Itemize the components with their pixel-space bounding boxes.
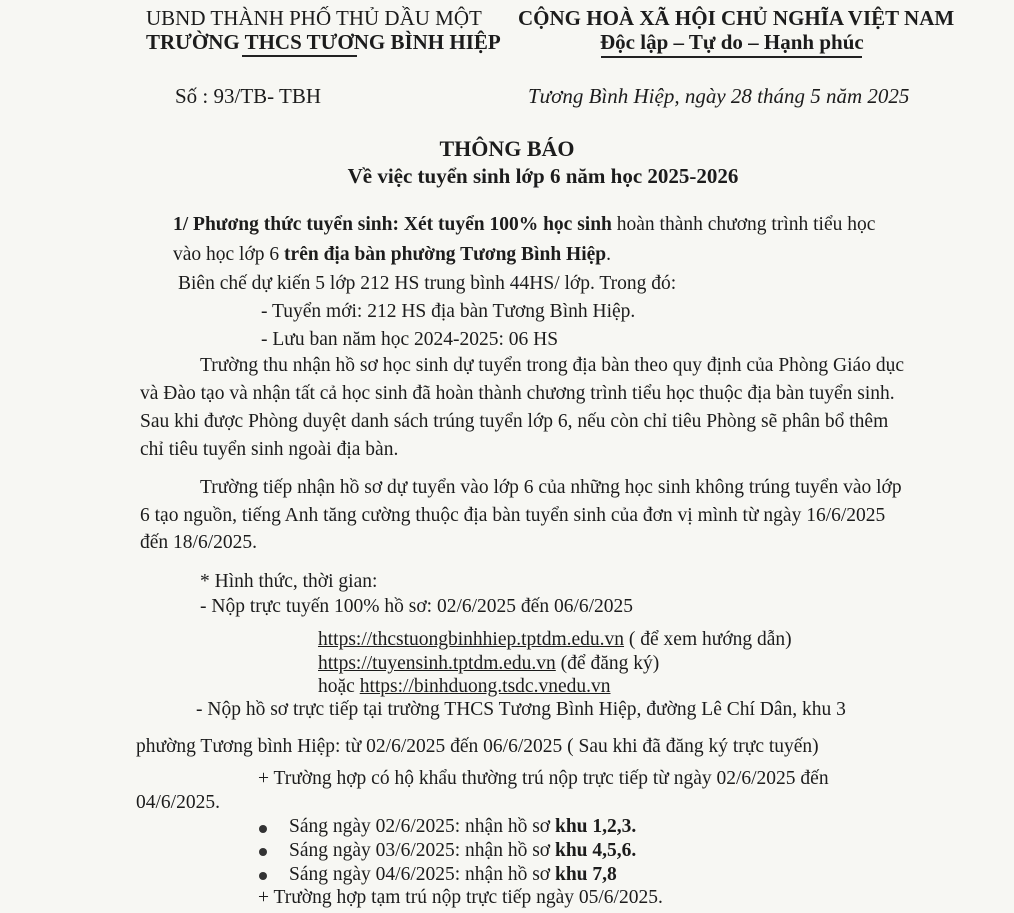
case2-line: + Trường hợp tạm trú nộp trực tiếp ngày 05/6/2025. bbox=[258, 887, 663, 908]
registration-link[interactable]: https://tuyensinh.tptdm.edu.vn bbox=[318, 653, 556, 674]
case1-line2: 04/6/2025. bbox=[136, 792, 220, 813]
para2-line2: 6 tạo nguồn, tiếng Anh tăng cường thuộc địa bàn tuyển sinh của đơn vị mình từ ngày 16/6/2025 bbox=[140, 505, 886, 526]
link3-prefix: hoặc bbox=[318, 676, 360, 697]
guide-link-note: ( để xem hướng dẫn) bbox=[624, 629, 792, 650]
schedule-item-2-area: khu 4,5,6. bbox=[554, 840, 637, 861]
case1-line1: + Trường hợp có hộ khẩu thường trú nộp trực tiếp từ ngày 02/6/2025 đến bbox=[258, 768, 829, 789]
section1-admission-rule: Xét tuyển 100% học sinh bbox=[403, 214, 612, 235]
national-motto: Độc lập – Tự do – Hạnh phúc bbox=[600, 30, 864, 54]
bullet-icon bbox=[259, 848, 267, 856]
schedule-item-3-text: Sáng ngày 04/6/2025: nhận hồ sơ bbox=[289, 864, 555, 885]
para2-line3: đến 18/6/2025. bbox=[140, 532, 257, 553]
document-title: THÔNG BÁO bbox=[439, 136, 575, 161]
link1-line bbox=[318, 628, 792, 652]
vnedu-link[interactable]: https://binhduong.tsdc.vnedu.vn bbox=[359, 676, 611, 697]
schedule-item-1-text: Sáng ngày 02/6/2025: nhận hồ sơ bbox=[289, 816, 555, 837]
schedule-item-1-area: khu 1,2,3. bbox=[554, 816, 637, 837]
link2-line bbox=[318, 652, 659, 676]
schedule-item-3-area: khu 7,8 bbox=[554, 864, 617, 885]
bullet-icon bbox=[259, 825, 267, 833]
quota-line: Biên chế dự kiến 5 lớp 212 HS trung bình 44HS/ lớp. Trong đó: bbox=[178, 273, 677, 294]
section1-line2-text: vào học lớp 6 bbox=[173, 244, 280, 265]
issuing-authority: UBND THÀNH PHỐ THỦ DẦU MỘT bbox=[146, 6, 482, 30]
schedule-item-2 bbox=[289, 839, 636, 863]
section1-line1 bbox=[173, 213, 875, 237]
registration-link-note: (để đăng ký) bbox=[555, 653, 660, 674]
schedule-item-1 bbox=[289, 815, 636, 839]
online-submission-line: - Nộp trực tuyến 100% hồ sơ: 02/6/2025 đến 06/6/2025 bbox=[200, 596, 634, 617]
section1-heading: 1/ Phương thức tuyển sinh: bbox=[173, 214, 399, 235]
section1-line2-end: . bbox=[606, 244, 612, 265]
para1-line3: Sau khi được Phòng duyệt danh sách trúng tuyển lớp 6, nếu còn chỉ tiêu Phòng sẽ phân bổ thêm bbox=[140, 411, 889, 432]
schedule-item-3 bbox=[289, 863, 617, 887]
section1-line1-rest: hoàn thành chương trình tiểu học bbox=[616, 214, 876, 235]
bullet-icon bbox=[259, 872, 267, 880]
quota-item-retained: - Lưu ban năm học 2024-2025: 06 HS bbox=[261, 329, 559, 350]
document-subtitle: Về việc tuyển sinh lớp 6 năm học 2025-2026 bbox=[347, 164, 739, 188]
direct-submission-line1: - Nộp hồ sơ trực tiếp tại trường THCS Tương Bình Hiệp, đường Lê Chí Dân, khu 3 bbox=[196, 699, 846, 720]
section1-area: trên địa bàn phường Tương Bình Hiệp bbox=[284, 244, 607, 265]
document-number: Số : 93/TB- TBH bbox=[175, 84, 322, 108]
motto-underline bbox=[601, 56, 862, 58]
date-line: Tương Bình Hiệp, ngày 28 tháng 5 năm 2025 bbox=[528, 84, 910, 108]
para1-line4: chỉ tiêu tuyển sinh ngoài địa bàn. bbox=[140, 439, 399, 460]
para1-line2: và Đào tạo và nhận tất cả học sinh đã hoàn thành chương trình tiểu học thuộc địa bàn tuyển sinh. bbox=[140, 383, 895, 404]
link3-line bbox=[318, 675, 610, 699]
guide-link[interactable]: https://thcstuongbinhhiep.tptdm.edu.vn bbox=[318, 629, 625, 650]
section1-line2 bbox=[173, 243, 611, 267]
school-name-underline bbox=[242, 55, 357, 57]
form-heading: * Hình thức, thời gian: bbox=[200, 571, 378, 592]
direct-submission-line2: phường Tương bình Hiệp: từ 02/6/2025 đến 06/6/2025 ( Sau khi đã đăng ký trực tuyến) bbox=[136, 736, 819, 757]
schedule-item-2-text: Sáng ngày 03/6/2025: nhận hồ sơ bbox=[289, 840, 555, 861]
para1-line1: Trường thu nhận hồ sơ học sinh dự tuyển trong địa bàn theo quy định của Phòng Giáo dục bbox=[200, 355, 904, 376]
quota-item-new: - Tuyển mới: 212 HS địa bàn Tương Bình Hiệp. bbox=[261, 301, 636, 322]
para2-line1: Trường tiếp nhận hồ sơ dự tuyển vào lớp 6 của những học sinh không trúng tuyển vào lớp bbox=[200, 477, 902, 498]
school-name: TRƯỜNG THCS TƯƠNG BÌNH HIỆP bbox=[146, 30, 501, 54]
national-title: CỘNG HOÀ XÃ HỘI CHỦ NGHĨA VIỆT NAM bbox=[518, 6, 955, 30]
